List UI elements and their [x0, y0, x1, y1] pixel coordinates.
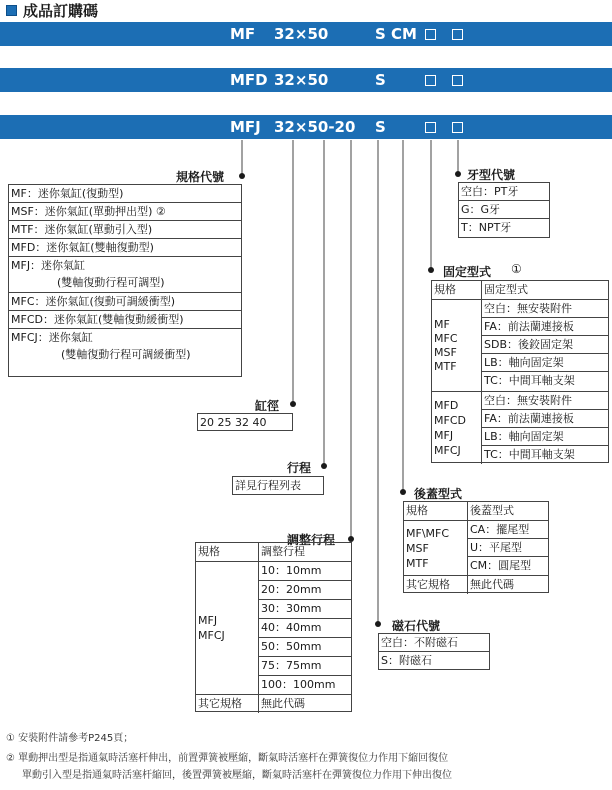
spec-code-header: 規格代號: [176, 170, 225, 184]
mount-group-2-types: [482, 392, 608, 464]
adjust-value: 75：75mm: [259, 657, 351, 676]
rear-other-value: 無此代碼: [470, 578, 514, 591]
magnet-row: S：附磁石: [381, 654, 432, 667]
mount-group-2-models: [432, 392, 482, 464]
rear-other-spec: 其它規格: [404, 576, 468, 594]
mount-col-spec: 規格: [432, 281, 482, 299]
band-size: 32×50-20: [274, 118, 356, 136]
mount-model: MFD: [434, 399, 459, 412]
rear-model: MTF: [406, 556, 429, 570]
thread-header: 牙型代號: [467, 168, 516, 182]
rear-col-spec: 規格: [404, 502, 468, 520]
mount-model: MFCJ: [434, 444, 461, 457]
adjust-value: 40：40mm: [259, 619, 351, 638]
mount-model: MFC: [434, 331, 458, 345]
mount-type: SDB：後鉸固定架: [482, 336, 608, 354]
rear-other-row: [404, 576, 548, 594]
spec-code-table: [8, 184, 242, 377]
spec-row-continued: (雙軸復動行程可調型): [57, 276, 165, 289]
rear-type: CA：擺尾型: [468, 521, 548, 539]
thread-table: [458, 182, 550, 238]
spec-row-continued: (雙軸復動行程可調緩衝型): [61, 348, 191, 361]
adjust-other-value: 無此代碼: [261, 697, 305, 710]
magnet-table: [378, 633, 490, 670]
adjust-other-spec: 其它規格: [196, 695, 259, 713]
adjust-other-row: [196, 695, 351, 713]
band-size: 32×50: [274, 71, 329, 89]
rear-cover-table: [403, 501, 549, 593]
mount-group-2: [432, 392, 608, 464]
mount-type: TC：中間耳軸支架: [484, 374, 575, 387]
adjust-col-spec: 規格: [196, 543, 259, 561]
thread-row: 空白：PT牙: [459, 183, 549, 201]
adjust-model: MFJ: [198, 614, 218, 627]
adjust-value: 100：100mm: [261, 678, 336, 691]
magnet-header: 磁石代號: [392, 619, 441, 633]
mount-type: TC：中間耳軸支架: [484, 448, 575, 461]
rear-type: U：平尾型: [468, 539, 548, 557]
band-model: MF: [230, 25, 256, 43]
mount-note-mark: ①: [511, 262, 522, 276]
mount-model: MSF: [434, 345, 457, 359]
adjust-value: 30：30mm: [259, 600, 351, 619]
spec-row: MTF：迷你氣缸(單動引入型): [9, 221, 241, 239]
rear-model: MSF: [406, 541, 429, 555]
mount-group-1: [432, 300, 608, 392]
spec-row: MF：迷你氣缸(復動型): [9, 185, 241, 203]
spec-row-two-line: [9, 257, 241, 293]
bore-values: 20 25 32 40: [197, 413, 293, 431]
spec-row: MFD：迷你氣缸(雙軸復動型): [9, 239, 241, 257]
rear-col-type: 後蓋型式: [470, 504, 514, 517]
mount-header: 固定型式: [443, 265, 492, 279]
mount-col-type: 固定型式: [484, 283, 528, 296]
rear-header-row: [404, 502, 548, 521]
mount-header-row: [432, 281, 608, 300]
mount-group-1-models: [432, 300, 482, 391]
rear-body: [404, 521, 548, 576]
blank-code-box-icon: [452, 122, 463, 133]
adjust-stroke-header: 調整行程: [287, 533, 336, 547]
rear-models: [404, 521, 468, 575]
adjust-models: [196, 562, 259, 694]
footnote-1: ① 安裝附件請參考P245頁；: [6, 733, 134, 744]
band-suffix: S CM: [375, 25, 417, 43]
mount-type: FA：前法蘭連接板: [482, 410, 608, 428]
thread-row: G：G牙: [459, 201, 549, 219]
mount-model: MFJ: [434, 429, 454, 442]
blank-code-box-icon: [452, 29, 463, 40]
rear-types: [468, 521, 548, 575]
thread-row: T：NPT牙: [461, 221, 512, 234]
mount-table: [431, 280, 609, 463]
mount-type: FA：前法蘭連接板: [482, 318, 608, 336]
mount-model: MTF: [434, 359, 457, 373]
band-suffix: S: [375, 71, 386, 89]
spec-row: MFCJ：迷你氣缸: [11, 331, 93, 344]
adjust-values: [259, 562, 351, 694]
blank-code-box-icon: [425, 122, 436, 133]
mount-type: 空白：無安裝附件: [482, 300, 608, 318]
bore-header: 缸徑: [255, 399, 280, 413]
adjust-value: 20：20mm: [259, 581, 351, 600]
spec-row: MSF：迷你氣缸(單動押出型) ②: [9, 203, 241, 221]
spec-row: MFJ：迷你氣缸: [11, 259, 86, 272]
adjust-model: MFCJ: [198, 629, 225, 642]
mount-type: LB：軸向固定架: [482, 428, 608, 446]
adjust-stroke-table: [195, 542, 352, 712]
adjust-value: 50：50mm: [259, 638, 351, 657]
rear-type: CM：圓尾型: [470, 559, 532, 572]
magnet-row: 空白：不附磁石: [379, 634, 489, 652]
adjust-body: [196, 562, 351, 695]
band-suffix: S: [375, 118, 386, 136]
stroke-value: 詳見行程列表: [232, 476, 324, 495]
footnote-2-continued: 單動引入型是指通氣時活塞杆縮回，後置彈簧被壓縮，斷氣時活塞杆在彈簧復位力作用下伸出復位: [22, 770, 452, 781]
adjust-value: 10：10mm: [259, 562, 351, 581]
mount-group-1-types: [482, 300, 608, 391]
spec-row: MFC：迷你氣缸(復動可調緩衝型): [9, 293, 241, 311]
rear-cover-header: 後蓋型式: [414, 487, 463, 501]
adjust-col-value: 調整行程: [261, 545, 305, 558]
blank-code-box-icon: [452, 75, 463, 86]
rear-model: MF\MFC: [406, 526, 450, 540]
blank-code-box-icon: [425, 75, 436, 86]
mount-type: 空白：無安裝附件: [482, 392, 608, 410]
spec-row-two-line: [9, 329, 241, 365]
page-title-text: 成品訂購碼: [23, 2, 99, 20]
adjust-header-row: [196, 543, 351, 562]
mount-type: LB：軸向固定架: [482, 354, 608, 372]
mount-model: MF: [434, 317, 450, 331]
band-model: MFJ: [230, 118, 261, 136]
band-size: 32×50: [274, 25, 329, 43]
stroke-header: 行程: [287, 461, 312, 475]
band-model: MFD: [230, 71, 268, 89]
footnote-2: ② 單動押出型是指通氣時活塞杆伸出，前置彈簧被壓縮，斷氣時活塞杆在彈簧復位力作用下縮回復位: [6, 753, 449, 764]
spec-row: MFCD：迷你氣缸(雙軸復動緩衝型): [9, 311, 241, 329]
blank-code-box-icon: [425, 29, 436, 40]
mount-model: MFCD: [434, 414, 466, 427]
